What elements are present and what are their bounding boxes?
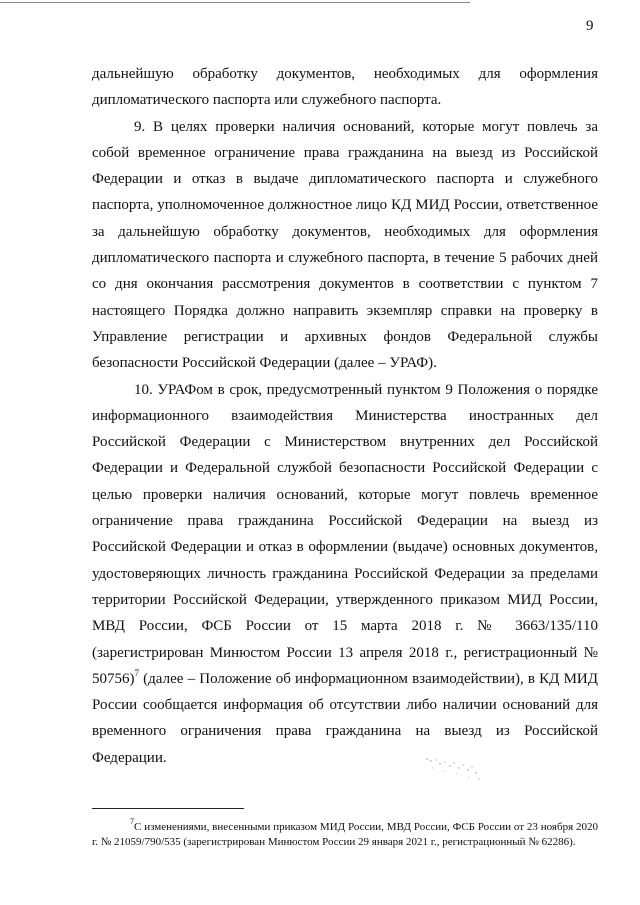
document-body (92, 61, 598, 771)
footnote-text: С изменениями, внесенными приказом МИД России, МВД России, ФСБ России от 23 ноября 2020 г. № 21059/790/535 (зарегистрирован Минюстом России 29 января 2021 г., регистрационный № 62286). (92, 821, 598, 848)
scan-top-edge-line (0, 2, 470, 3)
paragraph-item-9: 9. В целях проверки наличия оснований, которые могут повлечь за собой временное ограничение права гражданина на выезд из Российской Федерации и отказ в выдаче дипломатического паспорта и служебного паспорта, уполномоченное должностное лицо КД МИД России, ответственное за дальнейшую обработку документов, необходимых для оформления дипломатического паспорта и служебного паспорта, в течение 5 рабочих дней со дня окончания рассмотрения документов в соответствии с пунктом 7 настоящего Порядка должно направить экземпляр справки на проверку в Управление регистрации и архивных фондов Федеральной службы безопасности Российской Федерации (далее – УРАФ). (92, 118, 598, 372)
paragraph-item-10 (92, 377, 598, 771)
paragraph-item-10-text-before: 10. УРАФом в срок, предусмотренный пунктом 9 Положения о порядке информационного взаимодействия Министерства иностранных дел Российской Федерации с Министерством внутренних дел Российской Федерации и Федеральной службой безопасности Российской Федерации с целью проверки наличия оснований, которые могут повлечь временное ограничение права гражданина Российской Федерации на выезд из Российской Федерации и отказ в оформлении (выдаче) основных документов, удостоверяющих личность гражданина Российской Федерации за пределами территории Российской Федерации, утвержденного приказом МИД России, МВД России, ФСБ России от 15 марта 2018 г. № 3663/135/110 (зарегистрирован Минюстом России 13 апреля 2018 г., регистрационный № 50756) (92, 381, 598, 687)
paragraph-item-10-text-after: (далее – Положение об информационном взаимодействии), в КД МИД России сообщается информация об отсутствии либо наличии оснований для временного ограничения права гражданина на выезд из Российской Федерации. (92, 670, 598, 766)
page-number: 9 (586, 18, 594, 34)
footnote-separator (92, 808, 244, 809)
footnote-reference[interactable]: 7 (134, 667, 139, 678)
scan-artifact-marks (424, 756, 484, 784)
paragraph-continuation: дальнейшую обработку документов, необходимых для оформления дипломатического паспорта или служебного паспорта. (92, 66, 598, 109)
footnote-marker: 7 (130, 817, 134, 827)
footnote (92, 817, 598, 850)
